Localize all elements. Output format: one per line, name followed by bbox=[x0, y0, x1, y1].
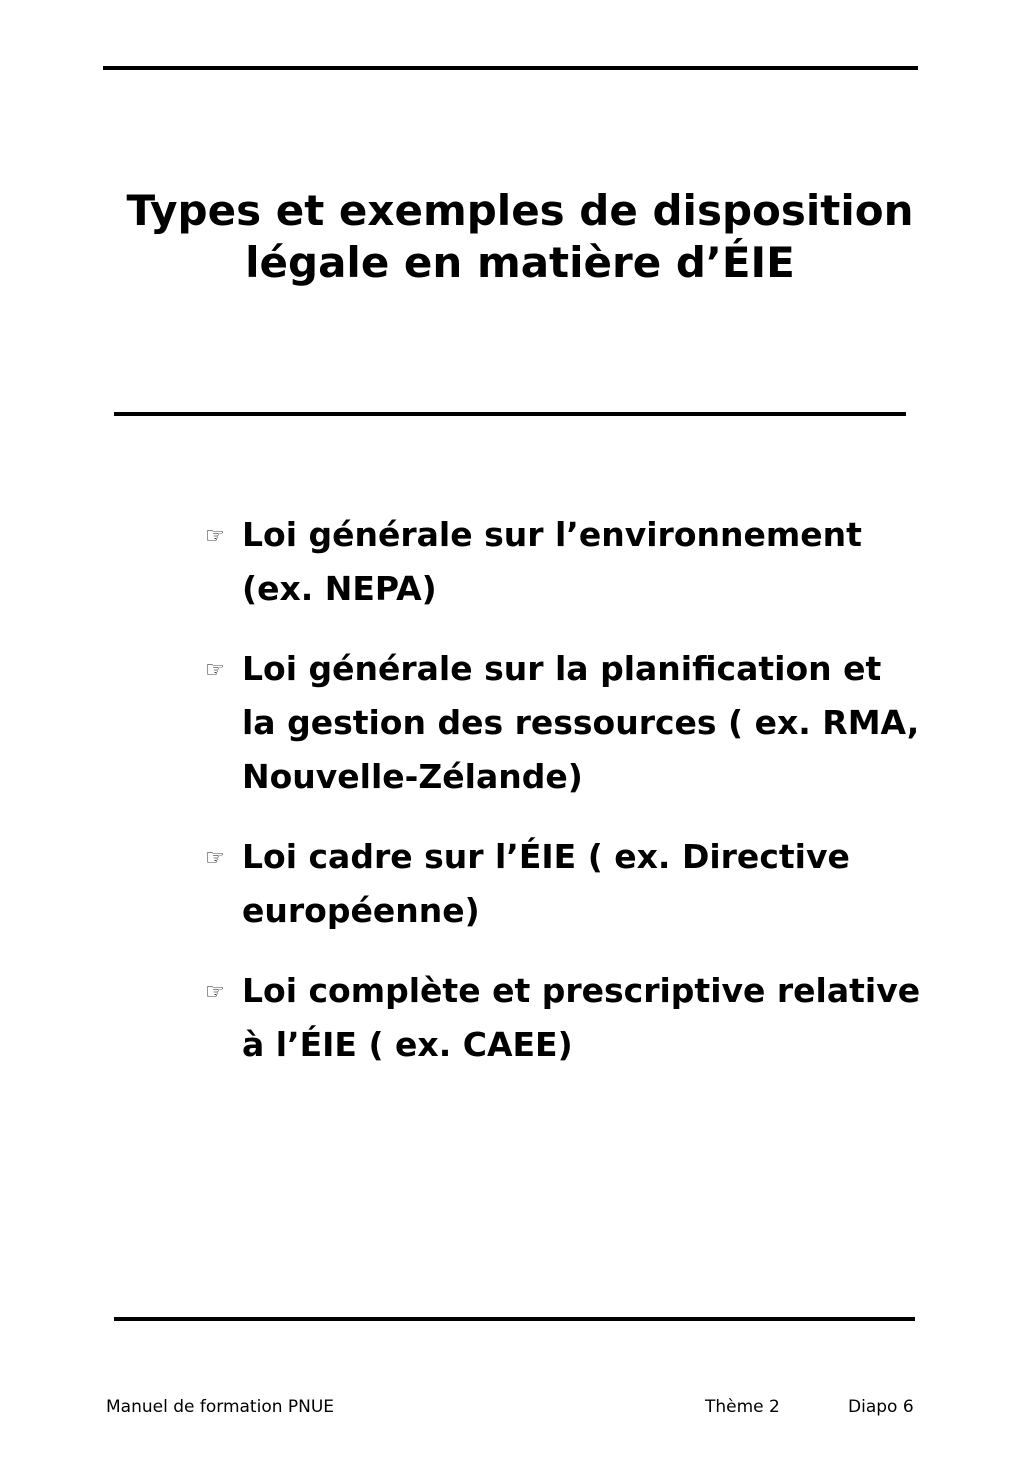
top-divider bbox=[103, 66, 918, 70]
bullet-text bbox=[242, 642, 919, 804]
footer-manual-name: Manuel de formation PNUE bbox=[106, 1397, 335, 1417]
slide-title bbox=[60, 185, 980, 289]
bullet-item bbox=[205, 830, 925, 938]
bullet-text bbox=[242, 508, 862, 616]
bullet-item bbox=[205, 964, 925, 1072]
bullet-line: Loi générale sur la planification et bbox=[242, 649, 882, 688]
footer-theme: Thème 2 bbox=[705, 1397, 780, 1417]
bullet-line: européenne) bbox=[242, 891, 480, 930]
bullet-line: Loi cadre sur l’ÉIE ( ex. Directive bbox=[242, 837, 850, 876]
footer-divider bbox=[114, 1317, 915, 1321]
title-divider bbox=[114, 412, 906, 416]
pointing-hand-icon: ☞ bbox=[205, 658, 225, 683]
bullet-list bbox=[205, 508, 925, 1098]
pointing-hand-icon: ☞ bbox=[205, 846, 225, 871]
bullet-line: (ex. NEPA) bbox=[242, 569, 437, 608]
bullet-line: Nouvelle-Zélande) bbox=[242, 757, 583, 796]
pointing-hand-icon: ☞ bbox=[205, 524, 225, 549]
title-line-2: légale en matière d’ÉIE bbox=[245, 238, 795, 287]
pointing-hand-icon: ☞ bbox=[205, 980, 225, 1005]
title-line-1: Types et exemples de disposition bbox=[126, 186, 914, 235]
bullet-item bbox=[205, 508, 925, 616]
bullet-text bbox=[242, 964, 920, 1072]
bullet-line: Loi complète et prescriptive relative bbox=[242, 971, 921, 1010]
bullet-item bbox=[205, 642, 925, 804]
bullet-line: Loi générale sur l’environnement bbox=[242, 515, 862, 554]
bullet-line: à l’ÉIE ( ex. CAEE) bbox=[242, 1025, 573, 1064]
bullet-line: la gestion des ressources ( ex. RMA, bbox=[242, 703, 920, 742]
footer-slide-number: Diapo 6 bbox=[848, 1397, 914, 1417]
bullet-text bbox=[242, 830, 850, 938]
